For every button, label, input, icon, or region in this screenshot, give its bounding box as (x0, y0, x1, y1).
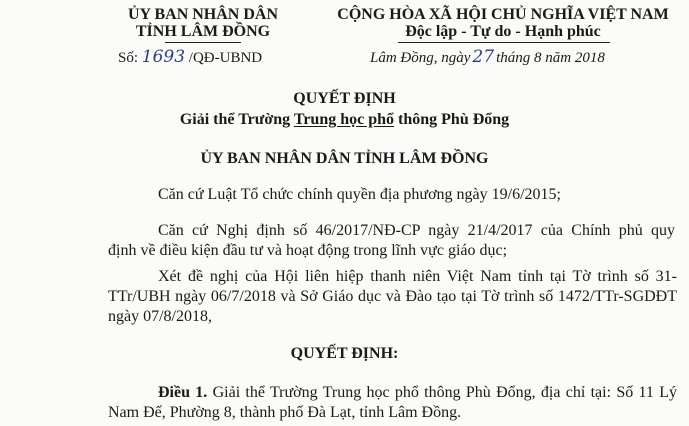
number-prefix: Số: (118, 50, 139, 66)
nation-motto: Độc lập - Tự do - Hạnh phúc (405, 23, 601, 40)
nation-name: CỘNG HÒA XÃ HỘI CHỦ NGHĨA VIỆT NAM (337, 6, 669, 23)
document-number (118, 47, 262, 67)
article-1-line1 (158, 384, 677, 402)
issuing-authority: ỦY BAN NHÂN DÂN TỈNH LÂM ĐỒNG (200, 150, 489, 167)
article-1-label: Điều 1. (158, 384, 208, 401)
agency-name-line1: ỦY BAN NHÂN DÂN (127, 6, 279, 23)
article-1-line2: Nam Đế, Phường 8, thành phố Đà Lạt, tỉnh Lâm Đồng. (108, 404, 462, 421)
subject-part3: thông Phù Đổng (394, 111, 510, 128)
date-suffix: tháng 8 năm 2018 (496, 50, 605, 66)
document-subject (0, 111, 689, 129)
issue-date (370, 47, 605, 67)
decision-heading: QUYẾT ĐỊNH: (290, 345, 399, 362)
date-prefix: Lâm Đồng, ngày (370, 50, 471, 66)
motto-underline (398, 42, 610, 43)
proposal-line3: ngày 07/8/2018, (108, 308, 212, 325)
proposal-line2: TTr/UBH ngày 06/7/2018 và Sở Giáo dục và Đào tạo tại Tờ trình số 1472/TTr-SGDĐT (108, 288, 677, 305)
date-day-handwritten: 27 (472, 47, 495, 67)
agency-name-line2: TỈNH LÂM ĐỒNG (135, 23, 271, 40)
legal-basis-2-line1: Căn cứ Nghị định số 46/2017/NĐ-CP ngày 21/4/2017 của Chính phủ quy (158, 222, 675, 239)
number-handwritten: 1693 (141, 47, 186, 67)
legal-basis-1: Căn cứ Luật Tổ chức chính quyền địa phương ngày 19/6/2015; (158, 186, 561, 203)
proposal-line1: Xét đề nghị của Hội liên hiệp thanh niên Việt Nam tỉnh tại Tờ trình số 31- (158, 268, 677, 285)
number-suffix: /QĐ-UBND (188, 50, 263, 66)
agency-underline (165, 42, 241, 43)
subject-part2-underlined: Trung học phổ (293, 111, 395, 128)
legal-basis-2-line2: định về điều kiện đầu tư và hoạt động trong lĩnh vực giáo dục; (108, 242, 508, 259)
subject-part1: Giải thể Trường (179, 111, 294, 128)
article-1-text: Giải thể Trường Trung học phổ thông Phù Đổng, địa chỉ tại: Số 11 Lý (207, 384, 677, 401)
document-type-title: QUYẾT ĐỊNH (293, 90, 396, 107)
